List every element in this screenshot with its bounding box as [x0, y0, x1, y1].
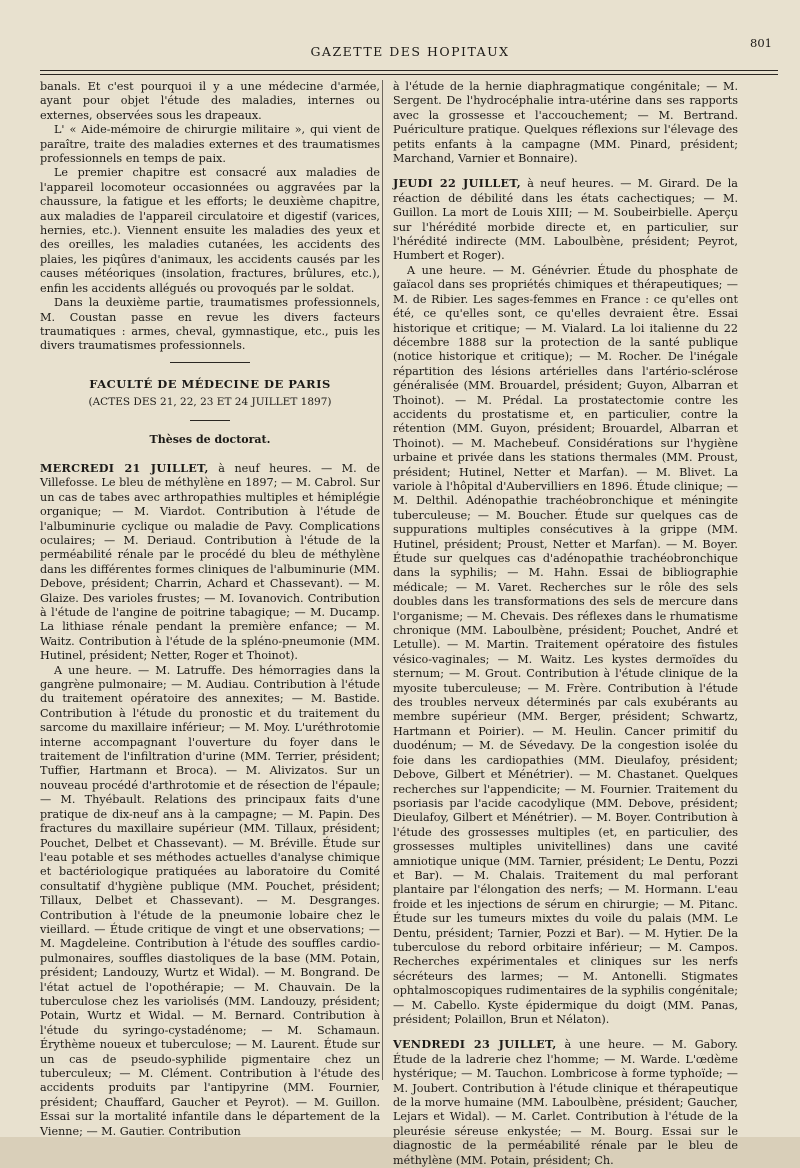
- theses-heading: Thèses de doctorat.: [149, 432, 271, 446]
- paragraph: L' « Aide-mémoire de chirurgie militaire », qui vient de paraître, traite des maladies externes et des traumatismes professionnels en temps de paix.: [40, 123, 380, 166]
- running-title: GAZETTE DES HOPITAUX: [310, 44, 510, 59]
- session-day: JEUDI 22 JUILLET,: [393, 176, 521, 191]
- session-text: à une heure. — M. Gabory. Étude de la ladrerie chez l'homme; — M. Warde. L'œdème hystérique; — M. Tauchon. Lombricose à forme typhoïde; — M. Joubert. Contribution à l'étude clinique et thérapeutique de la morve humaine (MM. Laboulbène, président; Gaucher, Lejars et Widal). — M. Carlet. Contribution à l'étude de la pleurésie séreuse enkystée; — M. Bourg. Essai sur le diagnostic de la perméabilité rénale par le bleu de méthylène (MM. Potain, président; Ch.: [393, 1038, 738, 1167]
- header-rule-thin: [40, 74, 778, 75]
- session-text: à neuf heures. — M. Girard. De la réaction de débilité dans les états cachectiques; — M. Guillon. La mort de Louis XIII; — M. Soubeirbielle. Aperçu sur l'hérédité morbide directe et, en particulier, sur l'hérédité indirecte (MM. Laboulbène, président; Peyrot, Humbert et Roger).: [393, 177, 738, 263]
- paragraph: banals. Et c'est pourquoi il y a une médecine d'armée, ayant pour objet l'étude des maladies, internes ou externes, observées sous les drapeaux.: [40, 80, 380, 122]
- session-entry: A une heure. — M. Génévrier. Étude du phosphate de gaïacol dans ses propriétés chimiques et thérapeutiques; — M. de Ribier. Les sages-femmes en France : ce qu'elles ont été, ce qu'elles sont, ce qu'elles devraient être. Essai historique et critique; — M. Vialard. La loi italienne du 22 décembre 1888 sur la protection de la santé publique (notice historique et critique); — M. Rocher. De l'inégale répartition des lésions artérielles dans l'artério-sclérose généralisée (MM. Brouardel, président; Guyon, Albarran et Thoinot). — M. Prédal. La prostatectomie contre les accidents du prostatisme et, en particulier, contre la rétention (MM. Guyon, président; Brouardel, Albarran et Thoinot). — M. Machebeuf. Considérations sur l'hygiène urbaine et privée dans les stations thermales (MM. Proust, président; Hutinel, Netter et Marfan). — M. Blivet. La variole à l'hôpital d'Aubervilliers en 1896. Étude clinique; — M. Delthil. Adénopathie trachéobronchique et méningite tuberculeuse; — M. Boucher. Étude sur quelques cas de suppurations multiples consécutives à la grippe (MM. Hutinel, président; Proust, Netter et Marfan). — M. Boyer. Étude sur quelques cas d'adénopathie trachéobronchique dans la syphilis; — M. Hahn. Essai de bibliographie médicale; — M. Varet. Recherches sur le rôle des sels doubles dans les transformations des sels de mercure dans l'organisme; — M. Chevais. Des réflexes dans le rhumatisme chronique (MM. Laboulbène, président; Pouchet, André et Letulle). — M. Martin. Traitement opératoire des fistules vésico-vaginales; — M. Waitz. Les kystes dermoïdes du sternum; — M. Grout. Contribution à l'étude clinique de la myosite tuberculeuse; — M. Frère. Contribution à l'étude des troubles nerveux déterminés par cals exubérants au membre supérieur (MM. Berger, président; Schwartz, Hartmann et Poirier). — M. Heulin. Cancer primitif du duodénum; — M. de Sévedavy. De la congestion isolée du foie dans les cardiopathies (MM. Dieulafoy, président; Debove, Gilbert et Ménétrier). — M. Chastanet. Quelques recherches sur l'appendicite; — M. Fournier. Traitement du psoriasis par l'acide cacodylique (MM. Debove, président; Dieulafoy, Gilbert et Ménétrier). — M. Boyer. Contribution à l'étude des grossesses multiples (et, en particulier, des grossesses multiples univitellines) dans une cavité amniotique unique (MM. Tarnier, président; Le Dentu, Pozzi et Bar). — M. Chalais. Traitement du mal perforant plantaire par l'élongation des nerfs; — M. Hormann. L'eau froide et les injections de sérum en chirurgie; — M. Pitanc. Étude sur les tumeurs mixtes du voile du palais (MM. Le Dentu, président; Tarnier, Pozzi et Bar). — M. Hytier. De la tuberculose du rebord orbitaire inférieur; — M. Campos. Recherches expérimentales et cliniques sur les nerfs sécréteurs des larmes; — M. Antonelli. Stigmates ophtalmoscopiques rudimentaires de la syphilis congénitale; — M. Cabello. Kyste épidermique du doigt (MM. Panas, président; Polaillon, Brun et Nélaton).: [393, 263, 738, 1026]
- short-rule: [190, 420, 230, 421]
- session-entry: A une heure. — M. Latruffe. Des hémorragies dans la gangrène pulmonaire; — M. Audiau. Contribution à l'étude du traitement opératoire des annexites; — M. Bastide. Contribution à l'étude du pronostic et du traitement du sarcome du maxillaire inférieur; — M. Moy. L'uréthrotomie interne accompagnant l'ouverture du foyer dans le traitement de l'infiltration d'urine (MM. Terrier, président; Tuffier, Hartmann et Broca). — M. Alivizatos. Sur un nouveau procédé d'arthrotomie et de résection de l'épaule; — M. Thyébault. Relations des principaux faits d'une pratique de dix-neuf ans à la campagne; — M. Papin. Des fractures du maxillaire supérieur (MM. Tillaux, président; Pouchet, Delbet et Chassevant). — M. Bréville. Étude sur l'eau potable et ses méthodes actuelles d'analyse chimique et bactériologique pratiquées au laboratoire du Comité consultatif d'hygiène publique (MM. Pouchet, président; Tillaux, Delbet et Chassevant). — M. Desgranges. Contribution à l'étude de la pneumonie lobaire chez le vieillard. — Étude critique de vingt et une observations; — M. Magdeleine. Contribution à l'étude des souffles cardio-pulmonaires, souffles diastoliques de la base (MM. Potain, président; Landouzy, Wurtz et Widal). — M. Bongrand. De l'état actuel de l'opothérapie; — M. Chauvain. De la tuberculose chez les variolisés (MM. Landouzy, président; Potain, Wurtz et Widal. — M. Bernard. Contribution à l'étude du syringo-cystadénome; — M. Schamaun. Érythème noueux et tuberculose; — M. Laurent. Étude sur un cas de pseudo-syphilide pigmentaire chez un tuberculeux; — M. Clément. Contribution à l'étude des accidents produits par l'antipyrine (MM. Fournier, président; Chauffard, Gaucher et Peyrot). — M. Guillon. Essai sur la mortalité infantile dans le département de la Vienne; — M. Gautier. Contribution: [40, 663, 380, 1138]
- header-rule: [40, 70, 778, 71]
- session-text: à neuf heures. — M. de Villefosse. Le bleu de méthylène en 1897; — M. Cabrol. Sur un cas de tabes avec arthropathies multiples et hémiplégie organique; — M. Viardot. Contribution à l'étude de l'albuminurie cyclique ou maladie de Pavy. Complications oculaires; — M. Deriaud. Contribution à l'étude de la perméabilité rénale par le procédé du bleu de méthylène dans les différentes formes cliniques de l'albuminurie (MM. Debove, président; Charrin, Achard et Chassevant). — M. Glaize. Des varioles frustes; — M. Iovanovich. Contribution à l'étude de l'angine de poitrine tabagique; — M. Ducamp. La lithiase rénale pendant la première enfance; — M. Waitz. Contribution à l'étude de la spléno-pneumonie (MM. Hutinel, président; Netter, Roger et Thoinot).: [40, 461, 381, 663]
- faculty-dates: (ACTES DES 21, 22, 23 ET 24 JUILLET 1897): [88, 396, 332, 409]
- page-number: 801: [750, 36, 772, 50]
- session-entry: [393, 176, 738, 263]
- column-divider: [382, 80, 383, 1080]
- paragraph: à l'étude de la hernie diaphragmatique congénitale; — M. Sergent. De l'hydrocéphalie intra-utérine dans ses rapports avec la grossesse et l'accouchement; — M. Bertrand. Puériculture pratique. Quelques réflexions sur l'élevage des petits enfants à la campagne (MM. Pinard, président; Marchand, Varnier et Bonnaire).: [393, 80, 738, 166]
- paragraph: Dans la deuxième partie, traumatismes professionnels, M. Coustan passe en revue les divers facteurs traumatiques : armes, cheval, gymnastique, etc., puis les divers traumatismes professionnels.: [40, 296, 380, 353]
- right-column: [393, 80, 738, 1168]
- paragraph: Le premier chapitre est consacré aux maladies de l'appareil locomoteur occasionnées ou aggravées par la chaussure, la fatigue et les efforts; le deuxième chapitre, aux maladies de l'appareil circulatoire et digestif (varices, hernies, etc.). Viennent ensuite les maladies des yeux et des oreilles, les maladies cutanées, les accidents des plaies, les piqûres d'animaux, les accidents causés par les causes météoriques (insolation, fractures, brûlures, etc.), enfin les accidents allégués ou provoqués par le soldat.: [40, 166, 380, 295]
- section-separator: [170, 362, 250, 363]
- left-column: [40, 80, 380, 1139]
- session-day: VENDREDI 23 JUILLET,: [393, 1037, 557, 1052]
- session-day: MERCREDI 21 JUILLET,: [40, 460, 209, 475]
- session-entry: [40, 461, 380, 664]
- session-entry: [393, 1037, 738, 1168]
- faculty-heading: FACULTÉ DE MÉDECINE DE PARIS: [89, 376, 331, 391]
